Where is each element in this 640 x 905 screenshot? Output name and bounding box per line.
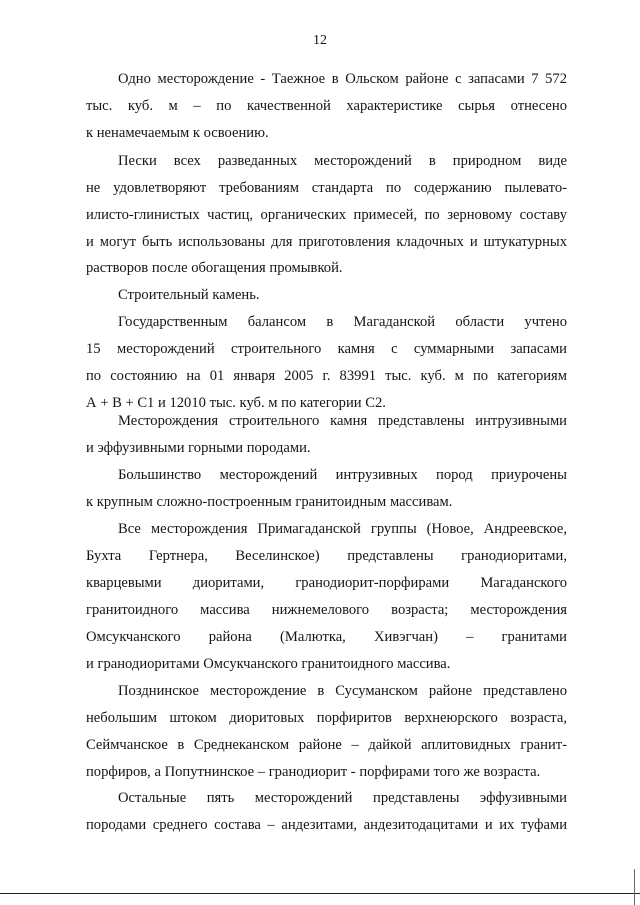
text-line: к крупным сложно-построенным гранитоидным массивам. bbox=[86, 494, 453, 510]
text-line: небольшим штоком диоритовых порфиритов верхнеюрского возраста, bbox=[86, 710, 567, 726]
scan-edge-rule bbox=[0, 893, 640, 894]
text-line: илисто-глинистых частиц, органических примесей, по зерновому составу bbox=[86, 207, 567, 223]
text-line: и гранодиоритами Омсукчанского гранитоидного массива. bbox=[86, 656, 451, 672]
text-line: гранитоидного массива нижнемелового возраста; месторождения bbox=[86, 602, 567, 618]
text-line: Пески всех разведанных месторождений в природном виде bbox=[118, 153, 567, 169]
text-line: кварцевыми диоритами, гранодиорит-порфирами Магаданского bbox=[86, 575, 567, 591]
text-line: Омсукчанского района (Малютка, Хивэгчан) – гранитами bbox=[86, 629, 567, 645]
text-line: и могут быть использованы для приготовления кладочных и штукатурных bbox=[86, 234, 567, 250]
text-line: Остальные пять месторождений представлены эффузивными bbox=[118, 790, 567, 806]
text-line: порфиров, а Попутнинское – гранодиорит - порфирами того же возраста. bbox=[86, 764, 541, 780]
text-line: 15 месторождений строительного камня с суммарными запасами bbox=[86, 341, 567, 357]
text-line: по состоянию на 01 января 2005 г. 83991 тыс. куб. м по категориям bbox=[86, 368, 567, 384]
text-line: Сеймчанское в Среднеканском районе – дайкой аплитовидных гранит- bbox=[86, 737, 567, 753]
text-line: породами среднего состава – андезитами, андезитодацитами и их туфами bbox=[86, 817, 567, 833]
text-line: Большинство месторождений интрузивных пород приурочены bbox=[118, 467, 567, 483]
text-line: тыс. куб. м – по качественной характеристике сырья отнесено bbox=[86, 98, 567, 114]
text-line: А + В + С1 и 12010 тыс. куб. м по категории С2. bbox=[86, 395, 386, 411]
text-line: Бухта Гертнера, Веселинское) представлены гранодиоритами, bbox=[86, 548, 567, 564]
text-line: не удовлетворяют требованиям стандарта по содержанию пылевато- bbox=[86, 180, 567, 196]
page-number: 12 bbox=[313, 33, 327, 48]
text-line: Государственным балансом в Магаданской области учтено bbox=[118, 314, 567, 330]
text-line: и эффузивными горными породами. bbox=[86, 440, 311, 456]
text-line: к ненамечаемым к освоению. bbox=[86, 125, 269, 141]
text-line: Позднинское месторождение в Сусуманском районе представлено bbox=[118, 683, 567, 699]
text-line: Одно месторождение - Таежное в Ольском районе с запасами 7 572 bbox=[118, 71, 567, 87]
text-line: Месторождения строительного камня представлены интрузивными bbox=[118, 413, 567, 429]
section-heading: Строительный камень. bbox=[118, 287, 260, 303]
scan-edge-mark bbox=[634, 869, 635, 905]
text-line: Все месторождения Примагаданской группы (Новое, Андреевское, bbox=[118, 521, 567, 537]
text-line: растворов после обогащения промывкой. bbox=[86, 260, 343, 276]
